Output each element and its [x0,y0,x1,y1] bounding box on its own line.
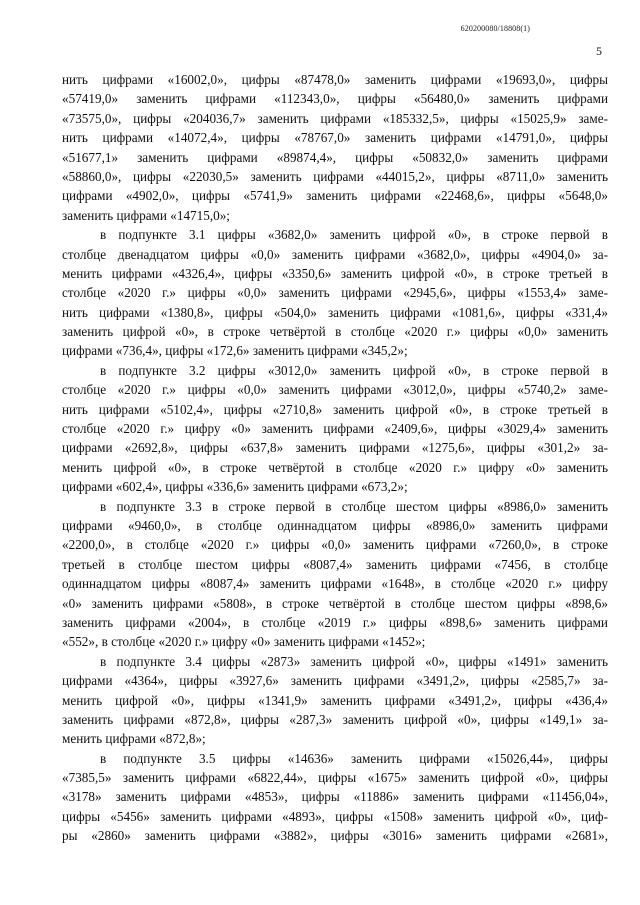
page-number: 5 [596,44,602,58]
text-line: менить цифрой «0», цифры «1341,9» заменить цифрами «3491,2», цифры «436,4» [62,692,608,708]
text-line: в подпункте 3.1 цифры «3682,0» заменить цифрой «0», в строке первой в [100,227,608,243]
text-line: столбце «2020 г.» цифры «0,0» заменить цифрами «3012,0», цифры «5740,2» заме- [62,382,608,398]
text-line: «58860,0», цифры «22030,5» заменить цифрами «44015,2», цифры «8711,0» заменить [62,168,608,184]
text-line: нить цифрами «14072,4», цифры «78767,0» заменить цифрами «14791,0», цифры [62,130,608,146]
text-line: «3178» заменить цифрами «4853», цифры «11886» заменить цифрами «11456,04», [62,789,608,805]
text-line: заменить цифрой «0», в строке четвёртой в столбце «2020 г.» цифры «0,0» заменить [62,324,608,340]
text-line: нить цифрами «1380,8», цифры «504,0» заменить цифрами «1081,6», цифры «331,4» [62,304,608,320]
text-line: цифрами «9460,0», в столбце одиннадцатом цифры «8986,0» заменить цифрами [62,517,608,533]
text-line: столбце «2020 г.» цифры «0,0» заменить цифрами «2945,6», цифры «1553,4» заме- [62,285,608,301]
text-line: «73575,0», цифры «204036,7» заменить цифрами «185332,5», цифры «15025,9» заме- [62,110,608,126]
text-line: столбце «2020 г.» цифру «0» заменить цифрами «2409,6», цифры «3029,4» заменить [62,421,608,437]
text-line [62,846,608,865]
text-line: в подпункте 3.5 цифры «14636» заменить цифрами «15026,44», цифры [100,750,608,766]
text-line: в подпункте 3.2 цифры «3012,0» заменить цифрой «0», в строке первой в [100,362,608,378]
document-body [62,70,608,865]
text-line: «7385,5» заменить цифрами «6822,44», цифры «1675» заменить цифрой «0», цифры [62,770,608,786]
text-line: заменить цифрами «2004», в столбце «2019 г.» цифры «898,6» заменить цифрами [62,614,608,630]
paragraph [62,361,608,497]
paragraph [62,497,608,652]
text-line: в подпункте 3.3 в строке первой в столбце шестом цифры «8986,0» заменить [100,498,608,514]
paragraph [62,652,608,749]
text-line: нить цифрами «5102,4», цифры «2710,8» заменить цифрой «0», в строке третьей в [62,401,608,417]
text-line: менить цифрами «4326,4», цифры «3350,6» заменить цифрой «0», в строке третьей в [62,265,608,281]
paragraph [62,225,608,361]
text-line: цифрами «602,4», цифры «336,6» заменить цифрами «673,2»; [62,479,408,495]
text-line: цифрами «2692,8», цифры «637,8» заменить цифрами «1275,6», цифры «301,2» за- [62,440,608,456]
text-line: цифрами «4902,0», цифры «5741,9» заменить цифрами «22468,6», цифры «5648,0» [62,188,608,204]
paragraph [62,70,608,225]
text-line: заменить цифрами «14715,0»; [62,207,230,223]
text-line: «552», в столбце «2020 г.» цифру «0» заменить цифрами «1452»; [62,634,426,650]
text-line: «57419,0» заменить цифрами «112343,0», цифры «56480,0» заменить цифрами [62,91,608,107]
text-line: цифрами «736,4», цифры «172,6» заменить цифрами «345,2»; [62,343,408,359]
text-line: менить цифрами «872,8»; [62,731,206,747]
text-line: в подпункте 3.4 цифры «2873» заменить цифрой «0», цифры «1491» заменить [100,653,608,669]
text-line: «51677,1» заменить цифрами «89874,4», цифры «50832,0» заменить цифрами [62,149,608,165]
text-line: столбце двенадцатом цифры «0,0» заменить цифрами «3682,0», цифры «4904,0» за- [62,246,608,262]
paragraph [62,749,608,865]
text-line: «2200,0», в столбце «2020 г.» цифры «0,0» заменить цифрами «7260,0», в строке [62,537,608,553]
text-line: нить цифрами «16002,0», цифры «87478,0» заменить цифрами «19693,0», цифры [62,72,608,87]
text-line: менить цифрой «0», в строке четвёртой в столбце «2020 г.» цифру «0» заменить [62,459,608,475]
text-line: ры «2860» заменить цифрами «3882», цифры «3016» заменить цифрами «2681», [62,828,608,844]
text-line: цифрами «4364», цифры «3927,6» заменить цифрами «3491,2», цифры «2585,7» за- [62,673,608,689]
text-line: одиннадцатом цифры «8087,4» заменить цифрами «1648», в столбце «2020 г.» цифру [62,576,608,592]
document-id: 620200080/18808(1) [460,24,530,33]
text-line: третьей в столбце шестом цифры «8087,4» заменить цифрами «7456, в столбце [62,556,608,572]
text-line: «0» заменить цифрами «5808», в строке четвёртой в столбце шестом цифры «898,6» [62,595,608,611]
text-line: цифры «5456» заменить цифрами «4893», цифры «1508» заменить цифрой «0», циф- [62,808,608,824]
text-line: заменить цифрами «872,8», цифры «287,3» заменить цифрой «0», цифры «149,1» за- [62,711,608,727]
